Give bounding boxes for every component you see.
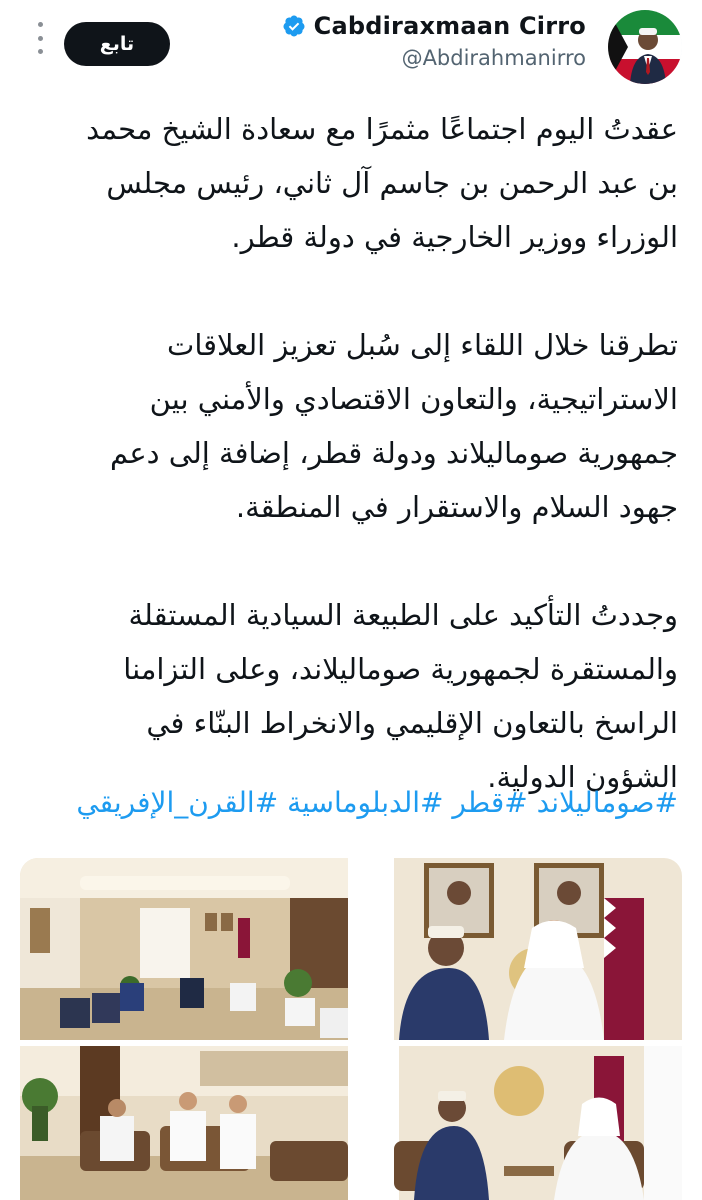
handshake-photo[interactable] xyxy=(354,858,682,1040)
avatar[interactable] xyxy=(608,10,682,84)
seated-delegation-photo[interactable] xyxy=(20,1046,348,1200)
meeting-room-wide-photo[interactable] xyxy=(20,858,348,1040)
hashtag-links[interactable]: #صوماليلاند #قطر #الدبلوماسية #القرن_الإفريقي xyxy=(76,786,678,819)
tweet-text xyxy=(22,102,678,804)
seated-leaders-photo[interactable] xyxy=(354,1046,682,1200)
tweet-line: الشؤون الدولية. xyxy=(487,760,678,794)
tweet-line: الراسخ بالتعاون الإقليمي والانخراط البنّاء في xyxy=(146,706,678,740)
tweet-line: تطرقنا خلال اللقاء إلى سُبل تعزيز العلاقات xyxy=(167,328,678,362)
tweet-line: الوزراء ووزير الخارجية في دولة قطر. xyxy=(231,220,678,254)
tweet-line: وجددتُ التأكيد على الطبيعة السيادية المستقلة xyxy=(128,598,678,632)
verified-badge-icon xyxy=(282,14,306,38)
tweet-line: جمهورية صوماليلاند ودولة قطر، إضافة إلى دعم xyxy=(110,436,678,470)
more-vertical-icon[interactable] xyxy=(28,22,52,54)
tweet-line: جهود السلام والاستقرار في المنطقة. xyxy=(235,490,678,524)
media-grid xyxy=(20,858,682,1200)
follow-button[interactable]: تابع xyxy=(64,22,170,66)
tweet-header xyxy=(0,0,702,92)
tweet-line: عقدتُ اليوم اجتماعًا مثمرًا مع سعادة الشيخ محمد xyxy=(86,112,678,146)
tweet-line: والمستقرة لجمهورية صوماليلاند، وعلى التزامنا xyxy=(123,652,678,686)
user-handle[interactable]: @Abdirahmanirro xyxy=(401,46,586,70)
tweet-line: بن عبد الرحمن بن جاسم آل ثاني، رئيس مجلس xyxy=(106,166,678,200)
tweet-line: الاستراتيجية، والتعاون الاقتصادي والأمني بين xyxy=(149,382,678,416)
author-names xyxy=(282,12,586,70)
display-name[interactable]: Cabdiraxmaan Cirro xyxy=(313,12,586,40)
